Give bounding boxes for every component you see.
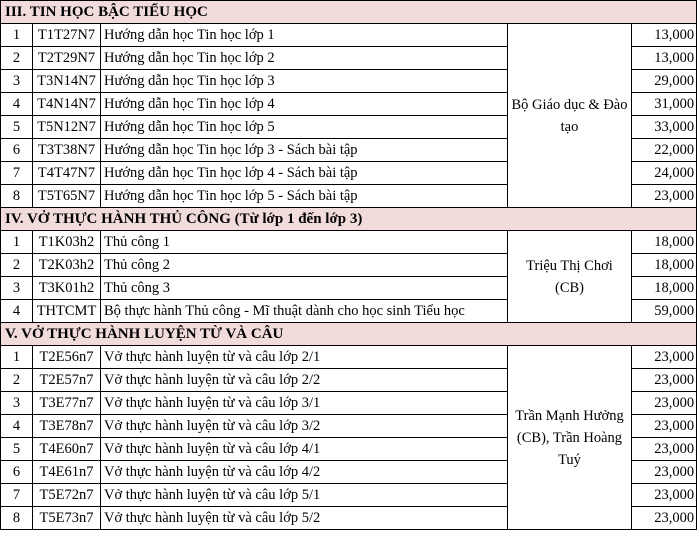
book-title: Hướng dẫn học Tin học lớp 5 - Sách bài tập	[101, 185, 508, 208]
book-code: T3K01h2	[33, 277, 101, 300]
row-number: 7	[1, 484, 33, 507]
book-code: T1T27N7	[33, 24, 101, 47]
book-code: T5E72n7	[33, 484, 101, 507]
book-price: 23,000	[632, 438, 697, 461]
table-row	[1, 231, 697, 254]
row-number: 4	[1, 300, 33, 323]
book-price: 18,000	[632, 254, 697, 277]
row-number: 3	[1, 392, 33, 415]
section-header-row	[1, 208, 697, 231]
section-header-row	[1, 1, 697, 24]
book-code: T3E77n7	[33, 392, 101, 415]
book-title: Vở thực hành luyện từ và câu lớp 5/1	[101, 484, 508, 507]
section-title: IV. VỞ THỰC HÀNH THỦ CÔNG (Từ lớp 1 đến lớp 3)	[1, 208, 697, 231]
book-price: 33,000	[632, 116, 697, 139]
book-price: 18,000	[632, 231, 697, 254]
book-price: 29,000	[632, 70, 697, 93]
publisher-cell: Trần Mạnh Hưởng (CB), Trần Hoàng Tuý	[508, 346, 632, 530]
book-title: Hướng dẫn học Tin học lớp 4	[101, 93, 508, 116]
book-title: Hướng dẫn học Tin học lớp 3 - Sách bài tập	[101, 139, 508, 162]
table-body	[1, 1, 697, 530]
book-code: T3E78n7	[33, 415, 101, 438]
row-number: 4	[1, 93, 33, 116]
book-price: 13,000	[632, 47, 697, 70]
book-code: T2T29N7	[33, 47, 101, 70]
book-price: 23,000	[632, 346, 697, 369]
book-price: 31,000	[632, 93, 697, 116]
book-title: Thủ công 2	[101, 254, 508, 277]
book-title: Vở thực hành luyện từ và câu lớp 2/2	[101, 369, 508, 392]
book-price: 23,000	[632, 461, 697, 484]
row-number: 6	[1, 461, 33, 484]
book-title: Bộ thực hành Thủ công - Mĩ thuật dành cho học sinh Tiểu học	[101, 300, 508, 323]
book-code: T5T65N7	[33, 185, 101, 208]
book-price: 59,000	[632, 300, 697, 323]
row-number: 6	[1, 139, 33, 162]
row-number: 3	[1, 277, 33, 300]
book-title: Vở thực hành luyện từ và câu lớp 2/1	[101, 346, 508, 369]
book-code: T4E60n7	[33, 438, 101, 461]
book-code: THTCMT	[33, 300, 101, 323]
book-price: 23,000	[632, 185, 697, 208]
row-number: 3	[1, 70, 33, 93]
book-title: Hướng dẫn học Tin học lớp 5	[101, 116, 508, 139]
book-price: 22,000	[632, 139, 697, 162]
row-number: 8	[1, 185, 33, 208]
book-code: T5E73n7	[33, 507, 101, 530]
book-code: T3T38N7	[33, 139, 101, 162]
row-number: 4	[1, 415, 33, 438]
book-title: Thủ công 3	[101, 277, 508, 300]
book-title: Hướng dẫn học Tin học lớp 3	[101, 70, 508, 93]
row-number: 8	[1, 507, 33, 530]
book-code: T4T47N7	[33, 162, 101, 185]
book-code: T1K03h2	[33, 231, 101, 254]
book-code: T4N14N7	[33, 93, 101, 116]
book-title: Hướng dẫn học Tin học lớp 1	[101, 24, 508, 47]
book-title: Thủ công 1	[101, 231, 508, 254]
book-price: 24,000	[632, 162, 697, 185]
book-price: 23,000	[632, 507, 697, 530]
book-code: T2E56n7	[33, 346, 101, 369]
row-number: 2	[1, 47, 33, 70]
table-row	[1, 346, 697, 369]
book-code: T4E61n7	[33, 461, 101, 484]
book-price: 13,000	[632, 24, 697, 47]
book-code: T2K03h2	[33, 254, 101, 277]
section-header-row	[1, 323, 697, 346]
book-price: 23,000	[632, 415, 697, 438]
book-price: 23,000	[632, 484, 697, 507]
book-price: 23,000	[632, 369, 697, 392]
table-row	[1, 24, 697, 47]
section-title: V. VỞ THỰC HÀNH LUYỆN TỪ VÀ CÂU	[1, 323, 697, 346]
book-title: Hướng dẫn học Tin học lớp 4 - Sách bài tập	[101, 162, 508, 185]
publisher-cell: Triệu Thị Chơi (CB)	[508, 231, 632, 323]
row-number: 1	[1, 231, 33, 254]
section-title: III. TIN HỌC BẬC TIỂU HỌC	[1, 1, 697, 24]
publisher-cell: Bộ Giáo dục & Đào tạo	[508, 24, 632, 208]
book-title: Vở thực hành luyện từ và câu lớp 3/1	[101, 392, 508, 415]
book-title: Vở thực hành luyện từ và câu lớp 4/2	[101, 461, 508, 484]
book-title: Vở thực hành luyện từ và câu lớp 4/1	[101, 438, 508, 461]
book-price: 18,000	[632, 277, 697, 300]
book-title: Vở thực hành luyện từ và câu lớp 5/2	[101, 507, 508, 530]
book-code: T3N14N7	[33, 70, 101, 93]
row-number: 1	[1, 24, 33, 47]
book-title: Vở thực hành luyện từ và câu lớp 3/2	[101, 415, 508, 438]
row-number: 1	[1, 346, 33, 369]
row-number: 2	[1, 369, 33, 392]
row-number: 5	[1, 116, 33, 139]
row-number: 7	[1, 162, 33, 185]
book-code: T5N12N7	[33, 116, 101, 139]
row-number: 5	[1, 438, 33, 461]
book-code: T2E57n7	[33, 369, 101, 392]
book-title: Hướng dẫn học Tin học lớp 2	[101, 47, 508, 70]
book-price: 23,000	[632, 392, 697, 415]
row-number: 2	[1, 254, 33, 277]
